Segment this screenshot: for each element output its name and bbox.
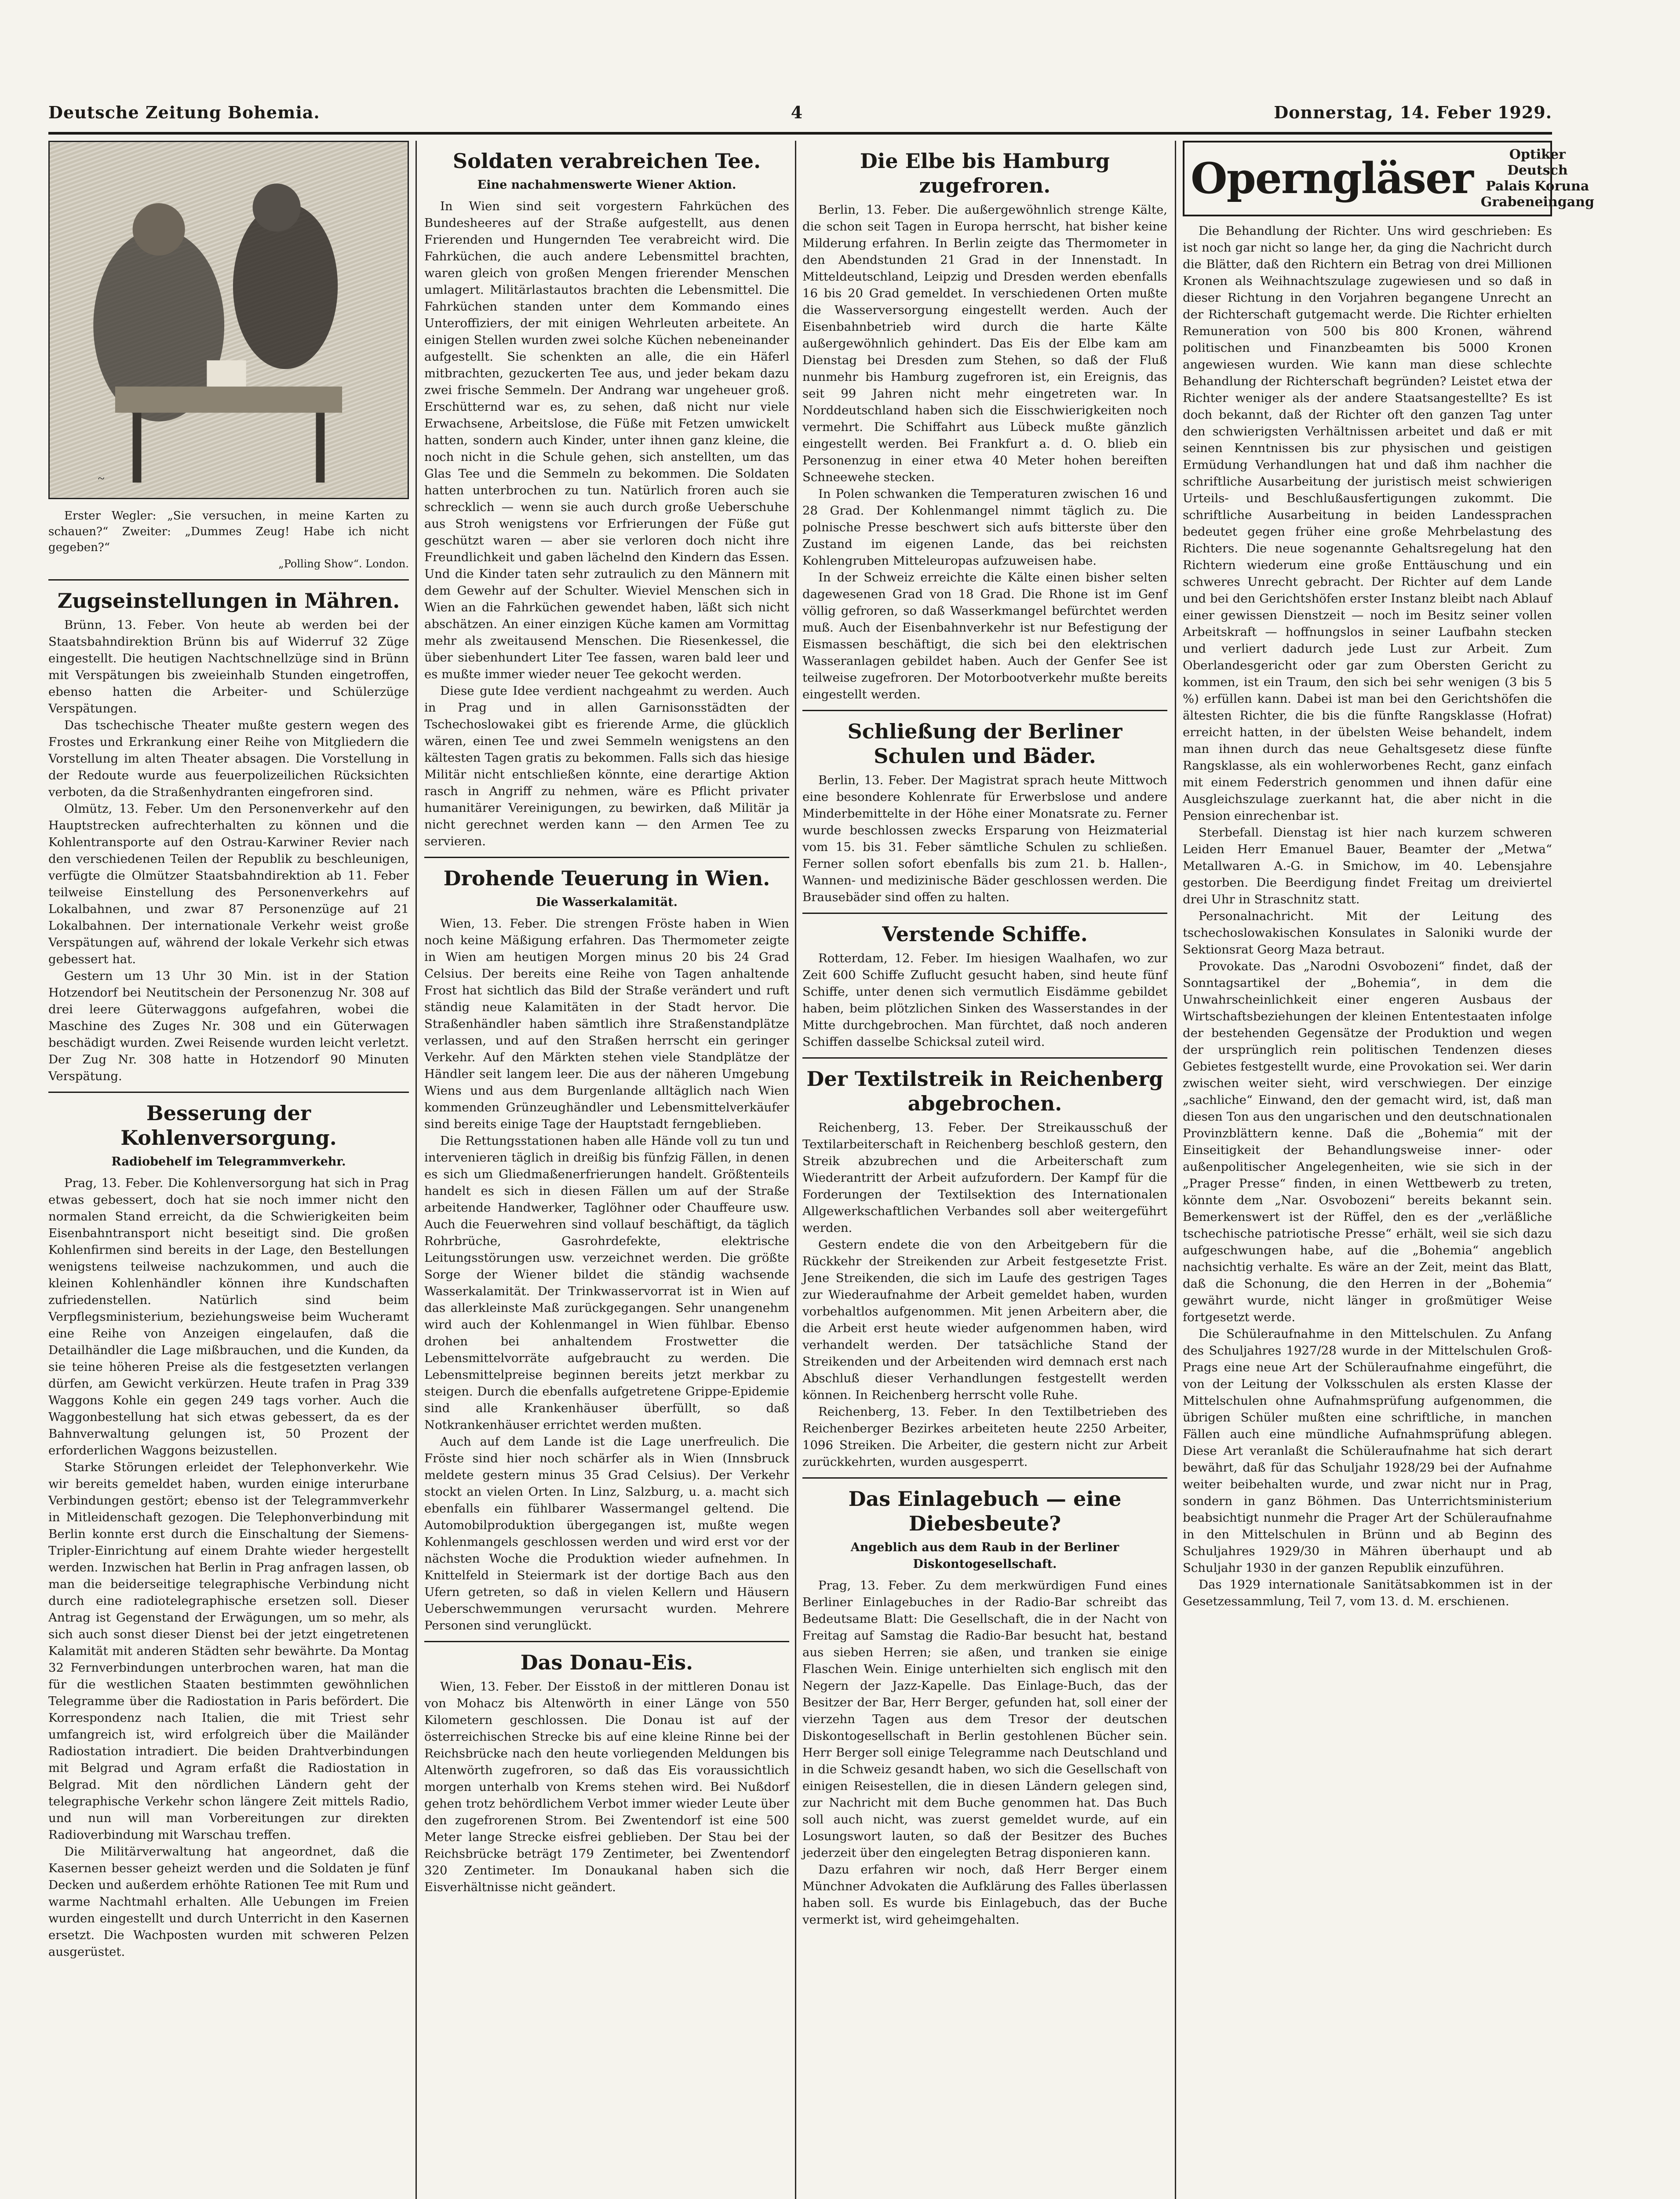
column-3 — [802, 141, 1167, 2199]
article-paragraph: Sterbefall. Dienstag ist hier nach kurzem schweren Leiden Herr Emanuel Bauer, Beamter der „Metwa“ Metallwaren A.-G. in Smichow, im 40. Lebensjahre gestorben. Die Beerdigung findet Freitag um dreiviertel drei Uhr in Straschnitz statt. — [1183, 826, 1552, 906]
article-paragraph: Gestern endete die von den Arbeitgebern für die Rückkehr der Streikenden zur Arbeit festgesetzte Frist. Jene Streikenden, die sich im Laufe des gestrigen Tages zur Wiederaufnahme der Arbeit gemeldet haben, wurden vorbehaltlos aufgenommen. Mit jenen Arbeitern aber, die die Arbeit erst heute wieder aufgenommen haben, wird verhandelt werden. Der tatsächliche Stand der Streikenden und der Arbeitenden wird demnach erst nach Abschluß dieser Verhandlungen festgestellt werden können. In Reichenberg herrscht volle Ruhe. — [802, 1238, 1167, 1402]
ad-line: Palais Koruna — [1486, 179, 1589, 194]
article-paragraph: In Wien sind seit vorgestern Fahrküchen des Bundesheeres auf der Straße aufgestellt, aus denen Frierenden und Hungernden Tee verabreicht wird. Die Fahrküchen, die auch andere Lebensmittel brachten, waren gleich von großen Mengen frierender Menschen umlagert. Militärlastautos brachten die Lebensmittel. Die Fahrküchen standen unter dem Kommando eines Unteroffiziers, der mit einigen Wehrleuten arbeitete. An einigen Stellen wurden zwei solche Küchen nebeneinander aufgestellt. Sie schenkten an alle, die ein Häferl mitbrachten, gezuckerten Tee aus, und jeder bekam dazu zwei frische Semmeln. Der Andrang war ungeheuer groß. Erschütternd war es, zu sehen, daß nicht nur viele Erwachsene, Arbeitslose, die Füße mit Fetzen umwickelt hatten, sondern auch Kinder, unter ihnen ganz kleine, die noch nicht in die Schule gehen, sich anstellten, um das Glas Tee und die Semmeln zu bekommen. Die Soldaten hatten unterbrochen zu tun. Natürlich froren auch sie schrecklich — wenn sie auch durch große Ueberschuhe aus Stroh wenigstens vor Erfrierungen der Füße gut geschützt waren — aber sie verloren doch nicht ihre Freundlichkeit und gaben lächelnd den Kindern das Essen. Und die Kinder taten sehr zutraulich zu den Männern mit dem Gewehr auf der Schulter. Wieviel Menschen sich in Wien an die Fahrküchen gewendet haben, läßt sich nicht abschätzen. An einer einzigen Küche kamen am Vormittag mehr als zweitausend Menschen. Die Riesenkessel, die über siebenhundert Liter Tee fassen, waren bald leer und es mußte immer wieder neuer Tee gekocht werden. — [424, 199, 789, 681]
cartoon-illustration — [48, 141, 409, 499]
article-paragraph: Gestern um 13 Uhr 30 Min. ist in der Station Hotzendorf bei Neutitschein der Personenzug Nr. 308 auf drei leere Güterwaggons aufgefahren, wobei die Maschine des Zuges Nr. 308 und ein Güterwagen beschädigt wurden. Zwei Reisende wurden leicht verletzt. Der Zug Nr. 308 hatte in Hotzendorf 90 Minuten Verspätung. — [48, 969, 409, 1083]
masthead-rule — [48, 132, 1552, 135]
headline-textilstreik: Der Textilstreik in Reichenberg abgebrochen. — [806, 1067, 1163, 1115]
column-1 — [48, 141, 409, 2199]
headline-schiffe: Verstende Schiffe. — [882, 922, 1088, 946]
subheadline: Die Wasserkalamität. — [536, 895, 678, 909]
article-paragraph: Die Behandlung der Richter. Uns wird geschrieben: Es ist noch gar nicht so lange her, da ging die Nachricht durch die Blätter, daß den Richtern ein Betrag von drei Millionen Kronen als Weihnachtszulage zugewiesen und so daß in dieser Richtung in den Vorjahren begangene Unrecht an der Richterschaft gutgemacht werde. Die Richter erhielten Remuneration von 500 bis 800 Kronen, während politischen und Finanzbeamten bis 5000 Kronen angewiesen wurden. Wie kann man diese schlechte Behandlung der Richterschaft begründen? Leistet etwa der Richter weniger als der andere Staatsangestellte? Es ist doch bekannt, daß der Richter oft den ganzen Tag unter den schwierigsten Verhältnissen arbeitet und daß er mit seinen Kenntnissen bis zur physischen und geistigen Ermüdung Verhandlungen hat und daß ihm nachher die schriftliche Ausarbeitung der juristisch meist schwierigen Urteils- und Beschlußausfertigungen zukommt. Die schriftliche Ausarbeitung in beiden Landessprachen bedeutet gegen früher eine große Mehrbelastung des Richters. Die neue sogenannte Gehaltsregelung hat den Richtern wiederum eine große Enttäuschung und ein schweres Unrecht gebracht. Der Richter auf dem Lande und bei den Gerichtshöfen erster Instanz bleibt nach Ablauf einer gewissen Dienstzeit — noch im Besitz seiner vollen Arbeitskraft — hoffnungslos in seiner Laufbahn stecken und verliert dadurch jede Lust zur Arbeit. Zum Oberlandesgericht oder gar zum Obersten Gericht zu kommen, ist ein Traum, den sich bei sehr wenigen (3 bis 5 %) erfüllen kann. Dabei ist man bei den Gerichtshöfen die ältesten Richter, die bis die fünfte Rangsklasse (Hofrat) erreicht hatten, in der übelsten Weise behandelt, indem man ihnen durch das neue Gehaltsgesetz diese fünfte Rangsklasse, als ein wohlerworbenes Recht, ganz einfach mit einem Federstrich genommen und ihnen dafür eine Ausgleichszulage zuerkannt hat, die aber nicht in die Pension einrechenbar ist. — [1183, 224, 1552, 823]
article-paragraph: Wien, 13. Feber. Die strengen Fröste haben in Wien noch keine Mäßigung erfahren. Das Thermometer zeigte in Wien am heutigen Morgen minus 20 bis 24 Grad Celsius. Der bereits eine Reihe von Tagen anhaltende Frost hat sichtlich das Bild der Straße verändert und ruft ständig neue Kalamitäten in der Stadt hervor. Die Straßenhändler haben sämtlich ihre Straßenstandplätze verlassen, und auf den Straßen herrscht ein geringer Verkehr. Auf den Märkten stehen viele Standplätze der Händler seit langem leer. Die aus der näheren Umgebung Wiens und aus dem Burgenlande alltäglich nach Wien kommenden Grünzeughändler und Lebensmittelverkäufer sind bereits einige Tage der Hauptstadt ferngeblieben. — [424, 917, 789, 1131]
masthead-date: Donnerstag, 14. Feber 1929. — [1274, 102, 1552, 122]
article-paragraph: Diese gute Idee verdient nachgeahmt zu werden. Auch in Prag und in allen Garnisonsstädten der Tschechoslowakei gibt es frierende Arme, die glücklich wären, einen Tee und zwei Semmeln wenigstens an den kältesten Tagen gratis zu bekommen. Falls sich das hiesige Militär nicht entschließen könnte, eine derartige Aktion rasch in Angriff zu nehmen, wäre es Pflicht privater humanitärer Vereinigungen, zu bewirken, daß Militär ja nicht gerechnet werden kann — den Armen Tee zu servieren. — [424, 684, 789, 848]
advertisement-opernglaeser — [1183, 141, 1594, 216]
article-paragraph: Auch auf dem Lande ist die Lage unerfreulich. Die Fröste sind hier noch schärfer als in Wien (Innsbruck meldete gestern minus 35 Grad Celsius). Der Verkehr stockt an vielen Orten. In Linz, Salzburg, u. a. macht sich ebenfalls ein fühlbarer Wassermangel geltend. Die Automobilproduktion übergegangen ist, mußte wegen Kohlenmangels geschlossen werden und wird erst vor der nächsten Woche die Produktion wieder aufnehmen. In Knittelfeld in Steiermark ist der dortige Bach aus den Ufern getreten, so daß in vielen Kellern und Häusern Ueberschwemmungen verursacht wurden. Mehrere Personen sind verunglückt. — [424, 1435, 789, 1633]
headline-kohlenversorgung: Besserung der Kohlenversorgung. — [120, 1101, 337, 1150]
article-paragraph: Personalnachricht. Mit der Leitung des tschechoslowakischen Konsulates in Saloniki wurde der Sektionsrat Georg Maza betraut. — [1183, 909, 1552, 957]
article-paragraph: Starke Störungen erleidet der Telephonverkehr. Wie wir bereits gemeldet haben, wurden einige interurbane Verbindungen gestört; ebenso ist der Telegrammverkehr in Mitleidenschaft gezogen. Die Telephonverbindung mit Berlin konnte erst durch die Einschaltung der Siemens-Tripler-Einrichtung auf einem Drahte wieder hergestellt werden. Inzwischen hat Berlin in Prag anfragen lassen, ob man die beiderseitige telegraphische Verbindung nicht durch eine radiotelegraphische ersetzen soll. Dieser Antrag ist Gegenstand der Erwägungen, um so mehr, als sich auch sonst dieser Dienst bei der jetzt eingetretenen Kalamität mit anderen Städten sehr bewährte. Da Montag 32 Fernverbindungen unterbrochen waren, hat man die für die westlichen Staaten bestimmten gewöhnlichen Telegramme über die Radiostation in Paris befördert. Die Korrespondenz nach Italien, die mit Triest sehr umfangreich ist, wird erfolgreich über die Mailänder Radiostation intradiert. Die beiden Drahtverbindungen mit Belgrad und Agram erfaßt die Radiostation in Belgrad. Mit den nördlichen Ländern geht der telegraphische Verkehr schon längere Zeit mittels Radio, und nun will man Vorbereitungen zur direkten Radioverbindung mit Warschau treffen. — [48, 1460, 409, 1842]
article-paragraph: Prag, 13. Feber. Zu dem merkwürdigen Fund eines Berliner Einlagebuches in der Radio-Bar schreibt das Bedeutsame Blatt: Die Gesellschaft, die in der Nacht von Freitag auf Samstag die Radio-Bar besucht hat, bestand aus sieben Herren; sie aßen, und tranken sie einige Flaschen Wein. Einige unterhielten sich englisch mit den Negern der Jazz-Kapelle. Das Einlage-Buch, das der Besitzer der Bar, Herr Berger, gefunden hat, soll einer der vierzehn Tagen aus dem Tresor der deutschen Diskontogesellschaft in Berlin gestohlenen Bücher sein. Herr Berger soll einige Telegramme nach Deutschland und in die Schweiz gesandt haben, wo sich die Gesellschaft von einigen Reisestellen, die in diesen Ländern gelegen sind, zur Nachricht mit dem Buche genommen hat. Das Buch soll auch nicht, was zuerst gemeldet wurde, auf ein Losungswort lauten, so daß der Besitzer des Buches jederzeit über den eingelegten Betrag disponieren kann. — [802, 1578, 1167, 1860]
section-rule — [48, 579, 409, 581]
subheadline: Eine nachahmenswerte Wiener Aktion. — [477, 178, 736, 192]
masthead-title: Deutsche Zeitung Bohemia. — [48, 102, 320, 122]
ad-line: Grabeneingang — [1480, 194, 1594, 210]
ad-address — [1481, 147, 1594, 210]
section-rule — [802, 1057, 1167, 1059]
article-paragraph: Das 1929 internationale Sanitätsabkommen ist in der Gesetzessammlung, Teil 7, vom 13. d. M. erschienen. — [1183, 1578, 1552, 1608]
article-paragraph: In Polen schwanken die Temperaturen zwischen 16 und 28 Grad. Der Kohlenmangel nimmt täglich zu. Die polnische Presse beschwert sich aufs bitterste über den Zustand im eigenen Lande, das bei reichsten Kohlengruben Mitteleuropas aufzuweisen habe. — [802, 487, 1167, 568]
column-divider — [415, 141, 417, 2199]
headline-einlagebuch: Das Einlagebuch — eine Diebesbeute? — [848, 1487, 1122, 1535]
page-number: 4 — [791, 102, 803, 122]
headline-elbe: Die Elbe bis Hamburg zugefroren. — [860, 149, 1110, 197]
article-paragraph: Berlin, 13. Feber. Die außergewöhnlich strenge Kälte, die schon seit Tagen in Europa herrscht, hat bisher keine Milderung erfahren. In Berlin zeigte das Thermometer in den Abendstunden 21 Grad in der Innenstadt. In Mitteldeutschland, Leipzig und Dresden werden ebenfalls 16 bis 20 Grad gemeldet. In verschiedenen Orten mußte die Wasserversorgung eingestellt werden. Auch der Eisenbahnbetrieb wird durch die harte Kälte außergewöhnlich gehindert. Das Eis der Elbe kam am Dienstag bei Dresden zum Stehen, so daß der Fluß nunmehr bis Hamburg zugefroren ist, ein Ereignis, das seit 99 Jahren nicht mehr eingetreten war. In Norddeutschland haben sich die Eisschwierigkeiten noch vermehrt. Die Schiffahrt aus Lübeck mußte gänzlich eingestellt werden. Bei Frankfurt a. d. O. blieb ein Personenzug in einer etwa 40 Meter hohen bereiften Schneewehe stecken. — [802, 203, 1167, 484]
article-paragraph: Berlin, 13. Feber. Der Magistrat sprach heute Mittwoch eine besondere Kohlenrate für Erwerbslose und andere Minderbemittelte in der Höhe einer Monatsrate zu. Ferner wurde beschlossen zwecks Ersparung von Heizmaterial vom 15. bis 31. Feber sämtliche Schulen zu schließen. Ferner sollen sofort ebenfalls bis zum 21. b. Hallen-, Wannen- und medizinische Bäder geschlossen werden. Die Brausebäder sind offen zu halten. — [802, 773, 1167, 904]
headline-zugseinstellungen: Zugseinstellungen in Mähren. — [57, 589, 400, 613]
column-divider — [795, 141, 796, 2199]
masthead — [48, 99, 1552, 125]
subheadline: Radiobehelf im Telegrammverkehr. — [111, 1155, 346, 1169]
cartoon-caption: Erster Wegler: „Sie versuchen, in meine Karten zu schauen?“ Zweiter: „Dummes Zeug! Habe ich nicht gegeben?“ — [48, 509, 409, 554]
section-rule — [424, 857, 789, 858]
section-rule — [802, 710, 1167, 711]
article-paragraph: In der Schweiz erreichte die Kälte einen bisher selten dagewesenen Grad von 18 Grad. Die Rhone ist im Genf völlig gefroren, so daß Wasserkmangel befürchtet werden muß. Auch der Eisenbahnverkehr ist nur Befestigung der Eismassen beschäftigt, die sich bei den elektrischen Wasseranlagen gebildet haben. Auch der Genfer See ist teilweise zugefroren. Der Motorbootverkehr mußte bereits eingestellt werden. — [802, 570, 1167, 701]
svg-text:~: ~ — [98, 472, 105, 486]
column-4 — [1183, 141, 1594, 2199]
section-rule — [802, 1477, 1167, 1479]
article-paragraph: Die Schüleraufnahme in den Mittelschulen. Zu Anfang des Schuljahres 1927/28 wurde in der Mittelschulen Groß-Prags eine neue Art der Schüleraufnahme eingeführt, die von der Leitung der Volksschulen als ersten Klasse der Mittelschulen ohne Aufnahmsprüfung aufgenommen, die übrigen Schüler mußten eine schriftliche, in manchen Fällen auch eine mündliche Aufnahmsprüfung ablegen. Diese Art veranlaßt die Schüleraufnahme hat sich derart bewährt, daß für das Schuljahr 1928/29 bei der Aufnahme weiter beibehalten wurde, und zwar nicht nur in Prag, sondern in ganz Böhmen. Das Unterrichtsministerium beabsichtigt nunmehr die Prager Art der Schüleraufnahme in den Mittelschulen in Brünn und ab Beginn des Schuljahres 1929/30 in Mähren überhaupt und ab Schuljahr 1930 in der ganzen Republik einzuführen. — [1183, 1327, 1552, 1575]
article-paragraph: Reichenberg, 13. Feber. Der Streikausschuß der Textilarbeiterschaft in Reichenberg beschloß gestern, den Streik abzubrechen und die Arbeiterschaft zum Wiederantritt der Arbeit aufzufordern. Der Kampf für die Forderungen der Textilsektion des Internationalen Allgewerkschaftlichen Verbandes soll aber weitergeführt werden. — [802, 1121, 1167, 1235]
article-paragraph: Das tschechische Theater mußte gestern wegen des Frostes und Erkrankung einer Reihe von Mitgliedern die Vorstellung im alten Theater absagen. Die Vorstellung in der Redoute wurde aus feuerpolizeilichen Rücksichten verboten, da die Straßenhydranten eingefroren sind. — [48, 718, 409, 799]
article-paragraph: Rotterdam, 12. Feber. Im hiesigen Waalhafen, wo zur Zeit 600 Schiffe Zuflucht gesucht haben, sind heute fünf Schiffe, unter denen sich vermutlich Eisdämme gebildet haben, beim plötzlichen Sinken des Wasserstandes in der Mitte durchgebrochen. Man fürchtet, daß noch anderen Schiffen dasselbe Schicksal zuteil wird. — [802, 951, 1167, 1049]
column-2 — [424, 141, 789, 2199]
subheadline: Angeblich aus dem Raub in der Berliner Diskontogesellschaft. — [850, 1541, 1119, 1571]
article-paragraph: Brünn, 13. Feber. Von heute ab werden bei der Staatsbahndirektion Brünn bis auf Widerruf 32 Züge eingestellt. Die heutigen Nachtschnellzüge sind in Brünn mit Verspätungen bis zweieinhalb Stunden eingetroffen, ebenso hatten die Arbeiter- und Schülerzüge Verspätungen. — [48, 618, 409, 716]
ad-headline: Operngläser — [1191, 153, 1473, 203]
ad-line: Optiker Deutsch — [1507, 147, 1568, 178]
article-paragraph: Prag, 13. Feber. Die Kohlenversorgung hat sich in Prag etwas gebessert, doch hat sie noch immer nicht den normalen Stand erreicht, da die Schwierigkeiten beim Eisenbahntransport nicht beseitigt sind. Die großen Kohlenfirmen sind bereits in der Lage, den Bestellungen wenigstens teilweise nachzukommen, und auch die kleinen Kohlenhändler können ihre Kundschaften zufriedenstellen. Natürlich sind beim Verpflegsministerium, beziehungsweise beim Wucheramt eine Reihe von Anzeigen eingelaufen, daß die Detailhändler die Lage mißbrauchen, und die Kunden, da sie teine höheren Preise als die festgesetzten verlangen dürfen, am Gewicht verkürzen. Heute trafen in Prag 339 Waggons Kohle ein gegen 249 tags vorher. Auch die Waggonbestellung hat sich etwas gebessert, da es der Bahnverwaltung gelungen ist, 50 Prozent der erforderlichen Waggons beizustellen. — [48, 1176, 409, 1457]
article-paragraph: Dazu erfahren wir noch, daß Herr Berger einem Münchner Advokaten die Aufklärung des Falles überlassen haben soll. Es wurde bis Einlagebuch, das der Buche vermerkt ist, wird geheimgehalten. — [802, 1863, 1167, 1927]
section-rule — [48, 1092, 409, 1093]
headline-donau-eis: Das Donau-Eis. — [520, 1651, 693, 1674]
article-paragraph: Die Militärverwaltung hat angeordnet, daß die Kasernen besser geheizt werden und die Soldaten je fünf Decken und außerdem erhöhte Rationen Tee mit Rum und warme Nachtmahl erhalten. Alle Uebungen im Freien wurden eingestellt und durch Unterricht in den Kasernen ersetzt. Die Wachposten wurden mit schweren Pelzen ausgerüstet. — [48, 1845, 409, 1959]
article-paragraph: Reichenberg, 13. Feber. In den Textilbetrieben des Reichenberger Bezirkes arbeiteten heute 2250 Arbeiter, 1096 Streiken. Die Arbeiter, die gestern nicht zur Arbeit zurückkehrten, wurden ausgesperrt. — [802, 1405, 1167, 1469]
headline-berliner-schulen: Schließung der Berliner Schulen und Bäder. — [847, 720, 1122, 768]
article-paragraph: Die Rettungsstationen haben alle Hände voll zu tun und intervenieren täglich in dreißig bis fünfzig Fällen, in denen es sich um Gliedmaßenerfrierungen handelt. Größtenteils handelt es sich in diesen Fällen um auf der Straße arbeitende Handwerker, Taglöhner oder Chauffeure usw. Auch die Feuerwehren sind vollauf beschäftigt, da täglich Rohrbrüche, Gasrohrdefekte, elektrische Leitungsstörungen usw. verzeichnet werden. Die größte Sorge der Wiener bildet die ständig wachsende Wasserkalamität. Der Trinkwasservorrat ist in Wien auf das allerkleinste Maß zurückgegangen. Sehr unangenehm wird auch der Kohlenmangel in Wien fühlbar. Ebenso drohen bei anhaltendem Frostwetter die Lebensmittelvorräte aufgebraucht zu werden. Die Lebensmittelpreise beginnen bereits jetzt merkbar zu steigen. Durch die ebenfalls aufgetretene Grippe-Epidemie sind alle Krankenhäuser überfüllt, so daß Notkrankenhäuser errichtet werden mußten. — [424, 1134, 789, 1432]
section-rule — [424, 1641, 789, 1642]
section-rule — [802, 913, 1167, 914]
article-paragraph: Olmütz, 13. Feber. Um den Personenverkehr auf den Hauptstrecken aufrechterhalten zu können und die Kohlentransporte auf den Ostrau-Karwiner Revier nach den verschiedenen Teilen der Republik zu beschleunigen, verfügte die Olmützer Staatsbahndirektion ab 11. Feber teilweise Einstellung des Personenverkehrs auf Lokalbahnen, und zwar 87 Personenzüge auf 21 Lokalbahnen. Der internationale Verkehr weist große Verspätungen auf, während der lokale Verkehr sich etwas gebessert hat. — [48, 802, 409, 966]
headline-soldaten-tee: Soldaten verabreichen Tee. — [452, 149, 761, 173]
article-paragraph: Provokate. Das „Narodni Osvobozeni“ findet, daß der Sonntagsartikel der „Bohemia“, in dem die Unwahrscheinlichkeit einer engeren Ausbaus der Wirtschaftsbeziehungen der kleinen Ententestaaten infolge der bestehenden Gegensätze der Produktion und wegen der ursprünglich rein politischen Tendenzen dieses Gebietes festgestellt wurde, eine Provokation sei. Wer darin zwischen weiter sieht, wird verschwiegen. Der einzige „sachliche“ Einwand, den der gemacht wird, ist, daß man diesen Ton aus den ungarischen und den deutschnationalen Provinzblättern kenne. Daß die „Bohemia“ mit der Einseitigkeit der Behandlungsweise inner- oder außenpolitischer Angelegenheiten, wie sie sich in der „Prager Presse“ finden, in einen Wettbewerb zu treten, könnte dem „Nar. Osvobozeni“ bereits bekannt sein. Bemerkenswert ist der Rüffel, den es der „verläßliche tschechische patriotische Presse“ erhält, weil sie sich dazu aufgeschwungen habe, auf die „Bohemia“ angeblich nachsichtig verhalte. Es wäre an der Zeit, meint das Blatt, daß die Schonung, die den Herren in der „Bohemia“ gewährt wurde, nicht länger in großmütiger Weise fortgesetzt werde. — [1183, 959, 1552, 1324]
cartoon-credit: „Polling Show“. London. — [278, 558, 409, 570]
column-divider — [1175, 141, 1176, 2199]
article-paragraph: Wien, 13. Feber. Der Eisstoß in der mittleren Donau ist von Mohacz bis Altenwörth in einer Länge von 550 Kilometern geschlossen. Die Donau ist auf der österreichischen Strecke bis auf eine kleine Rinne bei der Reichsbrücke nach den heute vorliegenden Meldungen bis Altenwörth zugefroren, so daß das Eis voraussichtlich morgen unterhalb von Krems stehen wird. Bei Nußdorf gehen trotz behördlichem Verbot immer wieder Leute über den zugefrorenen Strom. Bei Zwentendorf ist eine 500 Meter lange Strecke eisfrei geblieben. Der Stau bei der Reichsbrücke beträgt 179 Zentimeter, bei Zwentendorf 320 Zentimeter. Im Donaukanal haben sich die Eisverhältnisse nicht geändert. — [424, 1680, 789, 1894]
headline-teuerung-wien: Drohende Teuerung in Wien. — [443, 866, 770, 890]
